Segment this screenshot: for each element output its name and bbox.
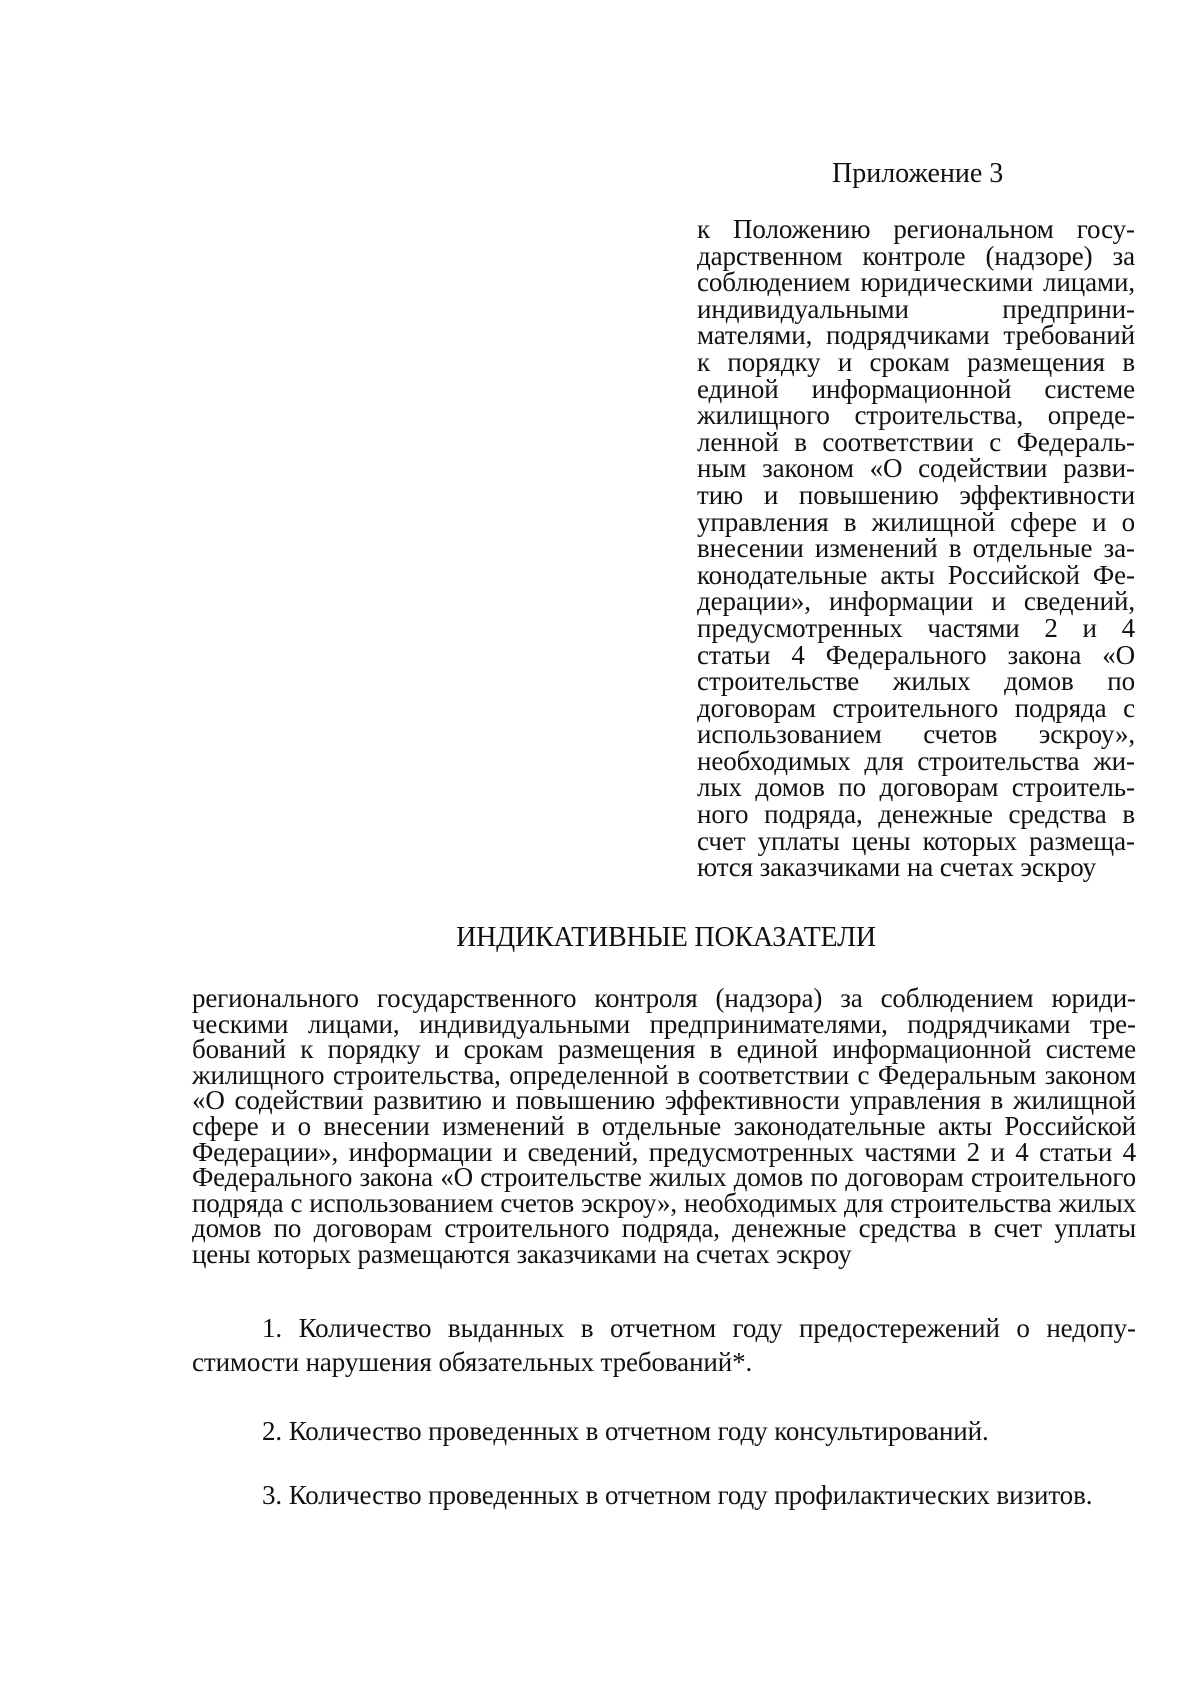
document-subtitle: регионального государственного контроля (надзора) за соблюдением юридическими лицами, индивидуальными предпринимателями, подрядчиками требований к порядку и срокам размещения в единой информационной системе жилищного строительства, определенной в соответствии с Федеральным законом «О содействии развитию и повышению эффективности управления в жилищной сфере и о внесении изменений в отдельные законодательные акты Российской Федерации», информации и сведений, предусмотренных частями 2 и 4 статьи 4 Федерального закона «О строительстве жилых домов по договорам строительного подряда с использованием счетов эскроу», необходимых для строительства жилых домов по договорам строительного подряда, денежные средства в счет уплаты цены которых размещаются заказчиками на счетах эскроу [192, 983, 1136, 1269]
indicator-item-2: 2. Количество проведенных в отчетном году консультирований. [262, 1416, 989, 1446]
annex-title: Приложение 3 [832, 158, 1004, 189]
annex-reference: к Положению региональном государственном контроле (надзоре) за соблюдением юридическими лицами, индивидуальными предпринимателями, подрядчиками требований к порядку и срокам размещения в единой информационной системе жилищного строительства, определенной в соответствии с Федеральным законом «О содействии развитию и повышению эффективности управления в жилищной сфере и о внесении изменений в отдельные законодательные акты Российской Федерации», информации и сведений, предусмотренных частями 2 и 4 статьи 4 Федерального закона «О строительстве жилых домов по договорам строительного подряда с использованием счетов эскроу», необходимых для строительства жилых домов по договорам строительного подряда, денежные средства в счет уплаты цены которых размещаются заказчиками на счетах эскроу [697, 214, 1135, 883]
indicator-list [192, 1311, 1136, 1544]
indicator-item-3: 3. Количество проведенных в отчетном году профилактических визитов. [262, 1480, 1093, 1510]
document-title: ИНДИКАТИВНЫЕ ПОКАЗАТЕЛИ [456, 922, 876, 953]
indicator-item-1: 1. Количество выданных в отчетном году предостережений о недопустимости нарушения обязательных требований*. [192, 1313, 1136, 1377]
